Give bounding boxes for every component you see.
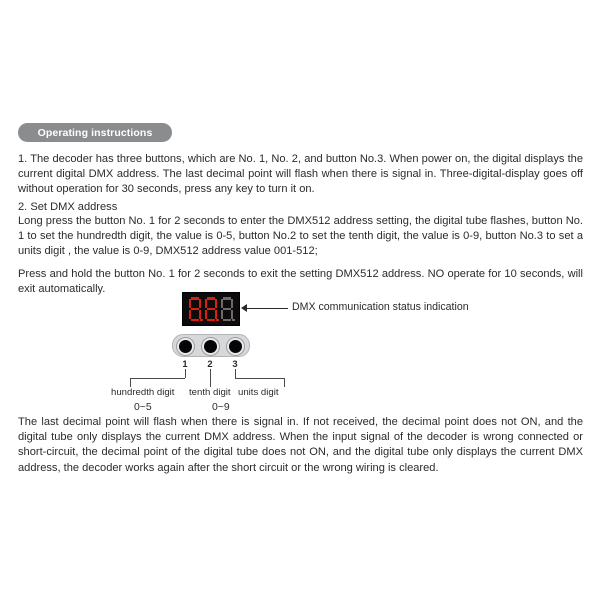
segment-a-icon — [191, 297, 200, 299]
segment-d-icon — [191, 319, 200, 321]
decoder-button-1[interactable] — [177, 338, 194, 355]
bracket-units-horizontal — [235, 378, 285, 379]
button-number-2: 2 — [207, 358, 213, 369]
segment-g-icon — [207, 308, 216, 310]
segment-b-icon — [215, 299, 217, 308]
led-digit-units — [220, 297, 234, 322]
decimal-point-icon — [216, 319, 219, 322]
segment-e-icon — [189, 310, 191, 319]
segment-e-icon — [205, 310, 207, 319]
button-number-3: 3 — [232, 358, 238, 369]
bracket-hundredth-horizontal — [130, 378, 185, 379]
segment-c-icon — [199, 310, 201, 319]
paragraph-address-setting: Long press the button No. 1 for 2 seconds to enter the DMX512 address setting, the digital tube flashes, button No. 1 to set the hundredth digit, the value is 0-5, button No.2 to set the tenth digit, the value is 0-9, button No.3 to set a units digit , the value is 0-9, DMX512 address value 001-512; — [18, 215, 583, 258]
callout-label-dmx-status: DMX communication status indication — [292, 301, 469, 313]
segment-f-icon — [205, 299, 207, 308]
segment-f-icon — [189, 299, 191, 308]
segment-a-icon — [207, 297, 216, 299]
segment-e-icon — [221, 310, 223, 319]
segment-a-icon — [223, 297, 232, 299]
label-units-digit: units digit — [238, 387, 279, 398]
bracket-units-vertical — [284, 378, 285, 387]
segment-c-icon — [231, 310, 233, 319]
paragraph-decimal-point-behavior: The last decimal point will flash when there is signal in. If not received, the decimal point does not ON, and the digital tube only displays the current DMX address. When the input signal of the decoder is wrong connected or short-circuit, the decimal point of the digital tube does not ON, and the digital tube only displays the current DMX address, the decoder works again after the short circuit or the wrong wiring is cleared. — [18, 416, 583, 474]
segment-f-icon — [221, 299, 223, 308]
section-badge: Operating instructions — [18, 123, 172, 142]
led-digit-hundredth — [188, 297, 202, 322]
segment-d-icon — [223, 319, 232, 321]
paragraph-exit-setting: Press and hold the button No. 1 for 2 seconds to exit the setting DMX512 address. NO operate for 10 seconds, will exit automatically. — [18, 268, 583, 296]
callout-leader-line — [246, 308, 288, 309]
paragraph-decoder-buttons: 1. The decoder has three buttons, which are No. 1, No. 2, and button No.3. When power on, the digital displays the current digital DMX address. The last decimal point will flash when there is signal in. Three-digital-display goes off without operation for 30 seconds, press any key to turn it on. — [18, 153, 583, 196]
button-number-1: 1 — [182, 358, 188, 369]
range-hundredth-digit: 0~5 — [134, 402, 152, 413]
led-digit-tenth — [204, 297, 218, 322]
label-tenth-digit: tenth digit — [189, 387, 231, 398]
bracket-hundredth-vertical — [130, 378, 131, 387]
range-tenth-units-digit: 0~9 — [212, 402, 230, 413]
label-hundredth-digit: hundredth digit — [111, 387, 175, 398]
segment-b-icon — [231, 299, 233, 308]
heading-set-dmx-address: 2. Set DMX address — [18, 201, 118, 213]
decimal-point-icon — [232, 319, 235, 322]
leader-stem-button-2 — [210, 369, 211, 387]
segment-d-icon — [207, 319, 216, 321]
button-bar — [172, 334, 250, 357]
decoder-button-2[interactable] — [202, 338, 219, 355]
led-display-panel — [182, 292, 240, 326]
segment-c-icon — [215, 310, 217, 319]
segment-g-icon — [191, 308, 200, 310]
decoder-button-3[interactable] — [227, 338, 244, 355]
decoder-diagram — [0, 286, 600, 411]
decimal-point-icon — [200, 319, 203, 322]
segment-b-icon — [199, 299, 201, 308]
segment-g-icon — [223, 308, 232, 310]
